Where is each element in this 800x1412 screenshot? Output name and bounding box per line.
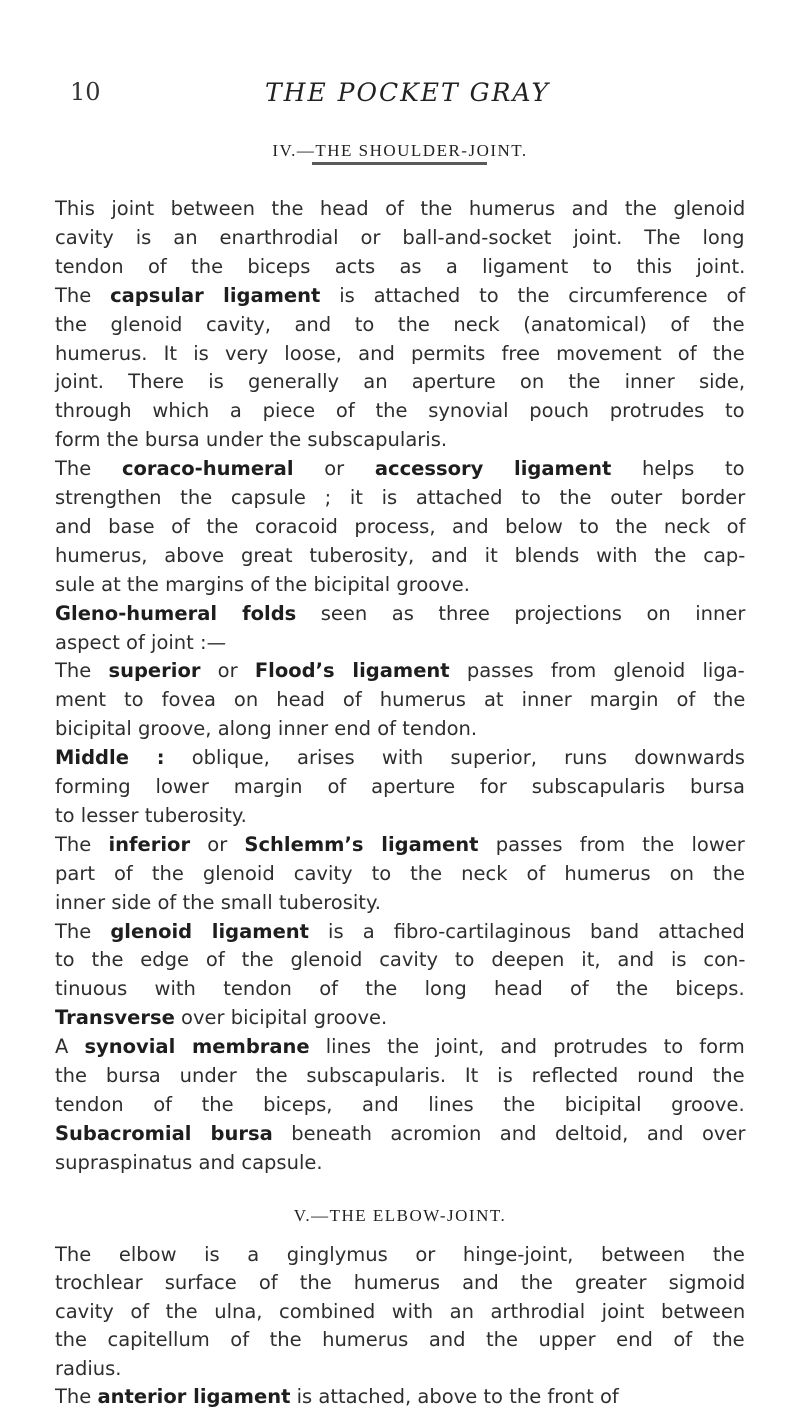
bold-term: Flood’s ligament <box>254 659 450 683</box>
text-run: to lesser tuberosity. <box>55 803 247 827</box>
text-line <box>55 804 247 831</box>
text-run: is attached to the circumference of <box>320 283 746 307</box>
text-run: strengthen the capsule ; it is attached to the outer border <box>55 486 746 509</box>
text-line <box>55 544 745 571</box>
text-line <box>55 1357 121 1384</box>
page-number: 10 <box>70 78 101 106</box>
bold-term: ligament <box>514 457 612 481</box>
bold-term: capsular ligament <box>110 283 321 307</box>
bold-term: inferior <box>108 832 191 856</box>
text-run: is attached, above to the front of <box>290 1385 619 1408</box>
text-run: through which a piece of the synovial pouch protrudes to <box>55 399 745 423</box>
text-run: inner side of the small tuberosity. <box>55 890 381 914</box>
text-run: The <box>55 659 109 683</box>
text-run: sule at the margins of the bicipital groove. <box>55 572 470 596</box>
heading-rule <box>312 162 487 165</box>
text-line <box>55 891 381 918</box>
running-title: THE POCKET GRAY <box>264 78 550 107</box>
text-run: tendon of the biceps acts as a ligament to this joint. <box>55 254 746 278</box>
text-run: is a fibro-cartilaginous band attached <box>309 919 745 943</box>
text-line <box>55 1271 745 1298</box>
text-run: The elbow is a ginglymus or hinge-joint, between the <box>55 1243 745 1266</box>
text-run: supraspinatus and capsule. <box>55 1150 323 1174</box>
text-line <box>55 313 745 340</box>
text-run: trochlear surface of the humerus and the greater sigmoid <box>55 1271 746 1295</box>
text-run: cavity is an enarthrodial or ball-and-socket joint. The long <box>55 225 745 249</box>
text-run: The <box>55 457 122 481</box>
text-run: radius. <box>55 1356 122 1380</box>
bold-term: glenoid ligament <box>110 919 309 943</box>
text-line <box>55 746 745 773</box>
text-line <box>55 342 745 369</box>
text-line <box>55 1300 745 1327</box>
text-run: This joint between the head of the humerus and the glenoid <box>55 197 746 220</box>
bold-term: Subacromial bursa <box>55 1121 273 1145</box>
text-run: helps to <box>611 457 745 481</box>
text-run: humerus. It is very loose, and permits free movement of the <box>55 341 745 365</box>
bold-term: coraco-humeral <box>121 457 294 481</box>
text-run: part of the glenoid cavity to the neck of humerus on the <box>55 861 745 885</box>
text-line <box>55 255 745 282</box>
text-line <box>55 573 470 600</box>
text-run: passes from the lower <box>478 832 745 856</box>
text-run: or <box>293 457 375 481</box>
text-run: the capitellum of the humerus and the upper end of the <box>55 1328 745 1352</box>
text-run: bicipital groove, along inner end of tendon. <box>55 717 478 741</box>
bold-term: Transverse <box>55 1006 175 1030</box>
bold-term: Schlemm’s ligament <box>244 832 479 856</box>
text-line <box>55 399 745 426</box>
text-run: The <box>55 832 109 856</box>
text-line <box>55 602 745 629</box>
bold-term: anterior ligament <box>97 1385 291 1408</box>
text-line <box>55 197 745 224</box>
text-run: passes from glenoid liga- <box>449 659 745 683</box>
text-run: over bicipital groove. <box>174 1006 388 1030</box>
text-run: form the bursa under the subscapularis. <box>55 428 448 452</box>
text-run: or <box>200 659 255 683</box>
text-run: the glenoid cavity, and to the neck (anatomical) of the <box>55 312 745 336</box>
text-run: A <box>55 1035 85 1059</box>
text-run: the bursa under the subscapularis. It is reflected round the <box>55 1064 745 1087</box>
text-run: oblique, arises with superior, runs downwards <box>164 746 745 770</box>
text-run: The <box>55 1385 98 1408</box>
text-line <box>55 1385 619 1412</box>
text-run: to the edge of the glenoid cavity to deepen it, and is con- <box>55 948 746 972</box>
text-run: The <box>55 919 111 943</box>
text-run: or <box>190 832 245 856</box>
text-run: forming lower margin of aperture for subscapularis bursa <box>55 775 745 798</box>
bold-term: synovial membrane <box>84 1035 310 1059</box>
text-run: lines the joint, and protrudes to form <box>309 1035 745 1059</box>
text-line <box>55 1064 745 1091</box>
text-run: beneath acromion and deltoid, and over <box>272 1121 746 1145</box>
text-line <box>55 457 745 484</box>
text-line <box>55 920 745 947</box>
text-line <box>55 428 447 455</box>
text-line <box>55 833 745 860</box>
text-line <box>55 1035 745 1062</box>
text-run: aspect of joint :— <box>55 630 227 654</box>
text-line <box>55 370 745 397</box>
text-run: seen as three projections on inner <box>296 601 746 625</box>
bold-term: Gleno-humeral folds <box>55 601 297 625</box>
running-head <box>70 78 745 118</box>
text-line <box>55 226 745 253</box>
section-heading-shoulder-joint: IV.—THE SHOULDER-JOINT. <box>272 141 528 160</box>
text-line <box>55 1093 745 1120</box>
text-run: tinuous with tendon of the long head of the biceps. <box>55 977 745 1001</box>
text-line <box>55 862 745 889</box>
text-line <box>55 977 745 1004</box>
text-line <box>55 284 745 311</box>
text-run: ment to fovea on head of humerus at inner margin of the <box>55 688 746 712</box>
text-line <box>55 659 745 686</box>
text-line <box>55 1243 745 1270</box>
text-line <box>55 688 745 715</box>
text-line <box>55 631 226 658</box>
text-run: The <box>55 283 111 307</box>
text-line <box>55 486 745 513</box>
text-line <box>55 775 745 802</box>
text-line <box>55 717 477 744</box>
text-line <box>55 515 745 542</box>
text-line <box>55 1122 745 1149</box>
text-run: tendon of the biceps, and lines the bicipital groove. <box>55 1092 745 1116</box>
text-line <box>55 1006 387 1033</box>
text-run: and base of the coracoid process, and below to the neck of <box>55 514 746 538</box>
bold-term: accessory <box>374 457 484 481</box>
text-line <box>55 1151 323 1178</box>
text-line <box>55 1328 745 1355</box>
bold-term: superior <box>108 659 201 683</box>
text-line <box>55 948 745 975</box>
text-run: joint. There is generally an aperture on the inner side, <box>55 370 746 394</box>
bold-term: Middle : <box>55 746 165 770</box>
text-run: humerus, above great tuberosity, and it blends with the cap- <box>55 543 746 567</box>
text-run: cavity of the ulna, combined with an arthrodial joint between <box>55 1299 746 1323</box>
text-run <box>483 457 514 480</box>
section-heading-elbow-joint: V.—THE ELBOW-JOINT. <box>293 1206 507 1225</box>
